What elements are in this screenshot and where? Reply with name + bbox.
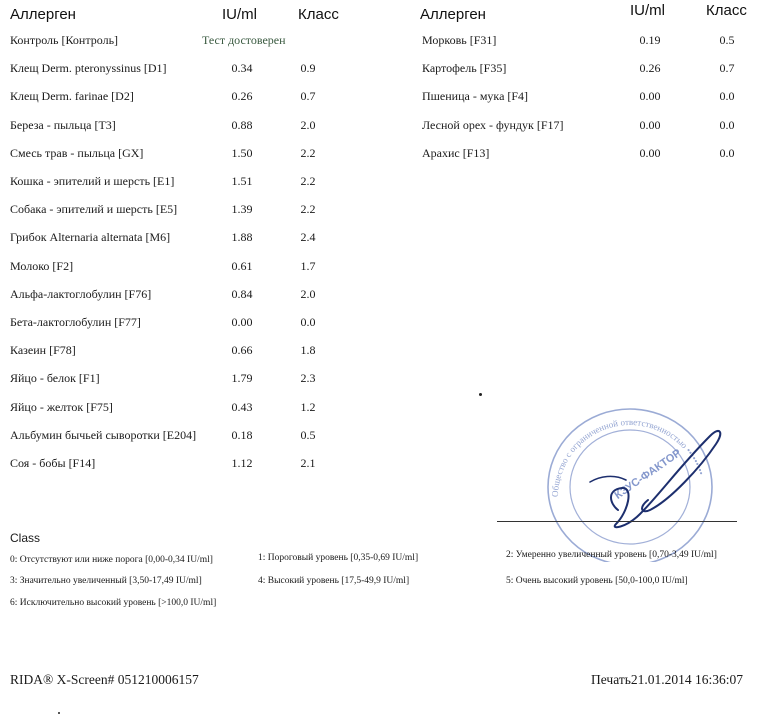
- legend-class-3: 3: Значительно увеличенный [3,50-17,49 IU/ml]: [10, 576, 202, 586]
- right-header-class: Класс: [706, 2, 747, 19]
- allergen-name: Молоко [F2]: [10, 258, 74, 273]
- class-value: 1.2: [300, 399, 316, 414]
- legend-class-0: 0: Отсутствуют или ниже порога [0,00-0,34 IU/ml]: [10, 555, 213, 565]
- iu-value: 0.00: [639, 89, 661, 104]
- iu-value: 0.88: [231, 117, 253, 132]
- allergen-name: Контроль [Контроль]: [10, 33, 119, 47]
- legend-class-5: 5: Очень высокий уровень [50,0-100,0 IU/ml]: [506, 576, 688, 586]
- iu-value: 0.34: [231, 61, 253, 76]
- allergen-row: [0, 286, 764, 302]
- allergen-name: Яйцо - желток [F75]: [10, 399, 113, 414]
- iu-value: 1.12: [231, 456, 253, 470]
- allergen-row: [0, 314, 764, 330]
- iu-value: 1.79: [231, 371, 253, 386]
- left-header-class: Класс: [298, 6, 339, 23]
- iu-value: 0.84: [231, 286, 253, 301]
- allergen-name: Морковь [F31]: [422, 33, 497, 47]
- class-value: 0.0: [719, 117, 735, 132]
- right-header-allergen: Аллерген: [420, 6, 486, 23]
- allergen-row: [0, 60, 764, 76]
- allergen-name: Картофель [F35]: [422, 61, 507, 76]
- class-value: 0.7: [719, 61, 735, 76]
- legend-title: Class: [10, 531, 41, 545]
- iu-value: 0.00: [231, 315, 253, 329]
- class-value: 0.0: [719, 89, 735, 104]
- allergen-row: [0, 32, 764, 48]
- allergen-name: Собака - эпителий и шерсть [E5]: [10, 202, 178, 217]
- right-header-iu: IU/ml: [630, 2, 665, 19]
- allergen-row: [0, 258, 764, 274]
- left-header-allergen: Аллерген: [10, 6, 76, 23]
- iu-value: 0.26: [231, 89, 253, 104]
- iu-value: 0.00: [639, 117, 661, 132]
- class-value: 2.4: [300, 230, 316, 245]
- allergen-name: Арахис [F13]: [422, 145, 490, 160]
- iu-value: 0.18: [231, 427, 253, 442]
- left-header-iu: IU/ml: [222, 6, 257, 23]
- allergen-name: Яйцо - белок [F1]: [10, 371, 100, 386]
- allergen-row: [0, 88, 764, 104]
- class-value: 2.2: [300, 145, 316, 160]
- iu-value: 1.39: [231, 202, 253, 217]
- class-value: 2.1: [300, 456, 316, 470]
- iu-value: 0.19: [639, 33, 661, 47]
- class-value: 2.3: [300, 371, 316, 386]
- allergen-name: Пшеница - мука [F4]: [422, 89, 529, 104]
- legend-class-4: 4: Высокий уровень [17,5-49,9 IU/ml]: [258, 576, 410, 586]
- iu-value: 1.88: [231, 230, 253, 245]
- allergen-name: Бета-лактоглобулин [F77]: [10, 315, 141, 329]
- class-value: 0.9: [300, 61, 316, 76]
- legend-class-1: 1: Пороговый уровень [0,35-0,69 IU/ml]: [258, 553, 419, 563]
- legend-class-6: 6: Исключительно высокий уровень [>100,0 IU/ml]: [10, 598, 217, 608]
- allergen-name: Альбумин бычьей сыворотки [E204]: [10, 427, 197, 442]
- class-value: 0.5: [300, 427, 316, 442]
- allergen-name: Смесь трав - пыльца [GX]: [10, 145, 144, 160]
- iu-value: 1.50: [231, 145, 253, 160]
- class-value: 2.0: [300, 286, 316, 301]
- allergen-name: Кошка - эпителий и шерсть [E1]: [10, 174, 175, 188]
- svg-text:КЗУС-ФАКТОР: КЗУС-ФАКТОР: [612, 446, 684, 502]
- allergen-name: Соя - бобы [F14]: [10, 456, 96, 470]
- device-serial: RIDA® X-Screen# 051210006157: [10, 672, 199, 687]
- ink-dot: [479, 393, 482, 396]
- iu-value: 0.43: [231, 399, 253, 414]
- class-value: 0.0: [719, 145, 735, 160]
- class-value: 0.0: [300, 315, 316, 329]
- class-value: 1.8: [300, 343, 316, 358]
- iu-value: 0.66: [231, 343, 253, 358]
- iu-value: Тест достоверен: [202, 33, 286, 47]
- allergen-name: Береза - пыльца [T3]: [10, 117, 116, 132]
- iu-value: 0.26: [639, 61, 661, 76]
- allergen-row: [0, 145, 764, 161]
- allergen-row: [0, 370, 764, 386]
- iu-value: 0.61: [231, 258, 253, 273]
- allergen-row: [0, 229, 764, 245]
- svg-text:Общество с ограниченной ответс: Общество с ограниченной ответственностью •••••••••: [549, 416, 707, 498]
- legend-class-2: 2: Умеренно увеличенный уровень [0,70-3,49 IU/ml]: [506, 550, 717, 560]
- class-value: 1.7: [300, 258, 316, 273]
- class-value: 2.0: [300, 117, 316, 132]
- class-value: 2.2: [300, 174, 316, 188]
- allergen-name: Лесной орех - фундук [F17]: [422, 117, 564, 132]
- allergen-name: Клещ Derm. pteronyssinus [D1]: [10, 61, 167, 76]
- print-timestamp: Печать21.01.2014 16:36:07: [591, 672, 744, 687]
- signature-line: [497, 521, 737, 522]
- allergen-name: Грибок Alternaria alternata [M6]: [10, 230, 171, 245]
- iu-value: 0.00: [639, 145, 661, 160]
- allergen-name: Казеин [F78]: [10, 343, 76, 358]
- allergen-name: Клещ Derm. farinae [D2]: [10, 89, 134, 104]
- allergen-row: [0, 173, 764, 189]
- class-value: 2.2: [300, 202, 316, 217]
- allergen-row: [0, 342, 764, 358]
- allergen-row: [0, 117, 764, 133]
- class-value: 0.7: [300, 89, 316, 104]
- iu-value: 1.51: [231, 174, 253, 188]
- round-stamp-signature: [530, 392, 730, 562]
- allergen-name: Альфа-лактоглобулин [F76]: [10, 286, 152, 301]
- ink-dot: [58, 712, 60, 714]
- class-value: 0.5: [719, 33, 735, 47]
- allergen-row: [0, 201, 764, 217]
